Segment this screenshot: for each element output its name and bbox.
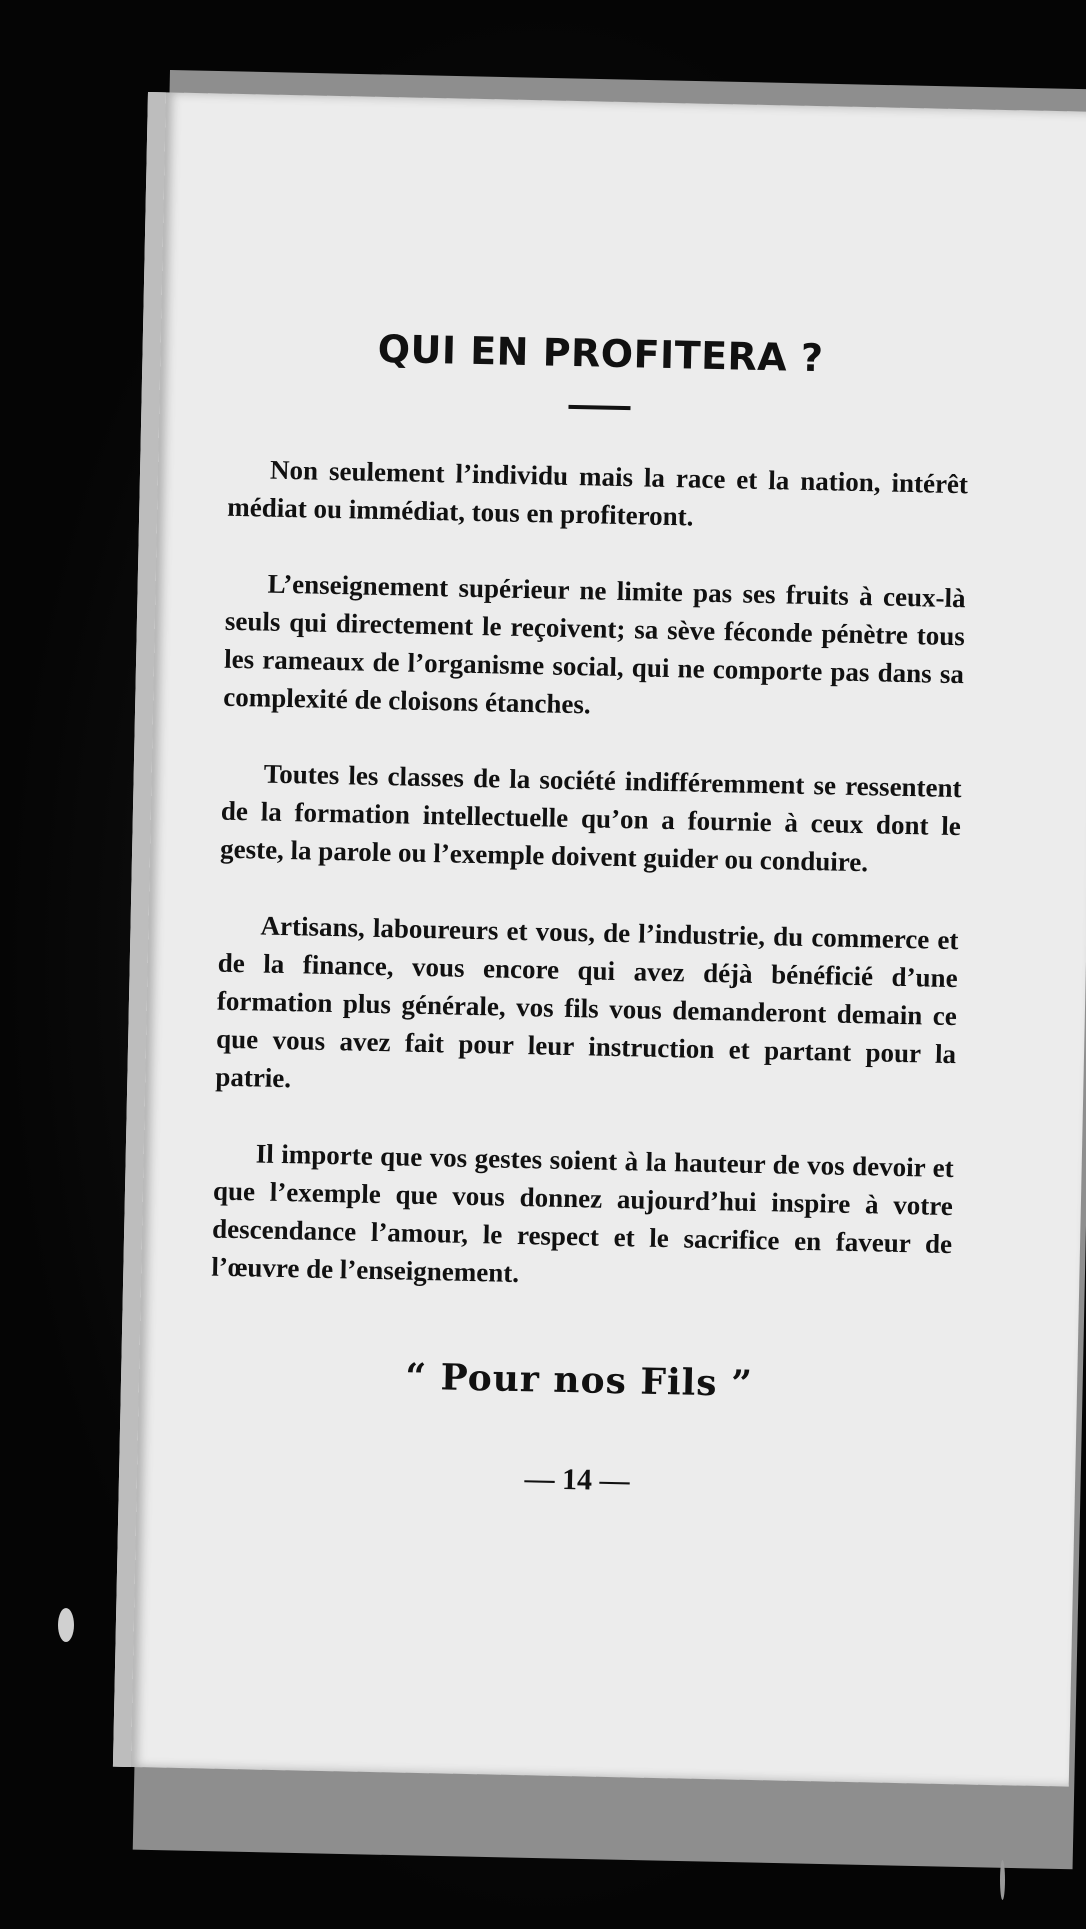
scan-speck	[1000, 1860, 1005, 1900]
page-number: — 14 —	[524, 1462, 630, 1498]
paragraph-5: Il importe que vos gestes soient à la hauteur de vos devoir et que l’exemple que vous donnez aujourd’hui inspire à votre descendance l’amour, le respect et le sacrifice en faveur de l’œuvre de l’enseignement.	[211, 1138, 954, 1289]
page-title: QUI EN PROFITERA ?	[377, 326, 824, 381]
paragraph-1: Non seulement l’individu mais la race et la nation, intérêt médiat ou immédiat, tous en profiteront.	[227, 454, 969, 532]
page-content	[207, 324, 971, 1505]
paragraph-2: L’enseignement supérieur ne limite pas ses fruits à ceux-là seuls qui directement le reçoivent; sa sève féconde pénètre tous les rameaux de l’organisme social, qui ne comporte pas dans sa complexité de cloisons étanches.	[223, 568, 966, 720]
motto: “ Pour nos Fils ”	[404, 1355, 754, 1405]
title-rule	[568, 405, 630, 410]
paragraph-3: Toutes les classes de la société indifféremment se ressentent de la formation intellectuelle qu’on a fournie à ceux dont le geste, la parole ou l’exemple doivent guider ou conduire.	[219, 758, 962, 878]
paragraph-4: Artisans, laboureurs et vous, de l’industrie, du commerce et de la finance, vous encore qui avez déjà bénéficié d’une formation plus générale, vos fils vous demanderont demain ce que vous avez fait pour leur instruction et partant pour la patrie.	[215, 910, 959, 1094]
booklet-page	[113, 92, 1086, 1787]
scan-speck	[58, 1608, 74, 1642]
